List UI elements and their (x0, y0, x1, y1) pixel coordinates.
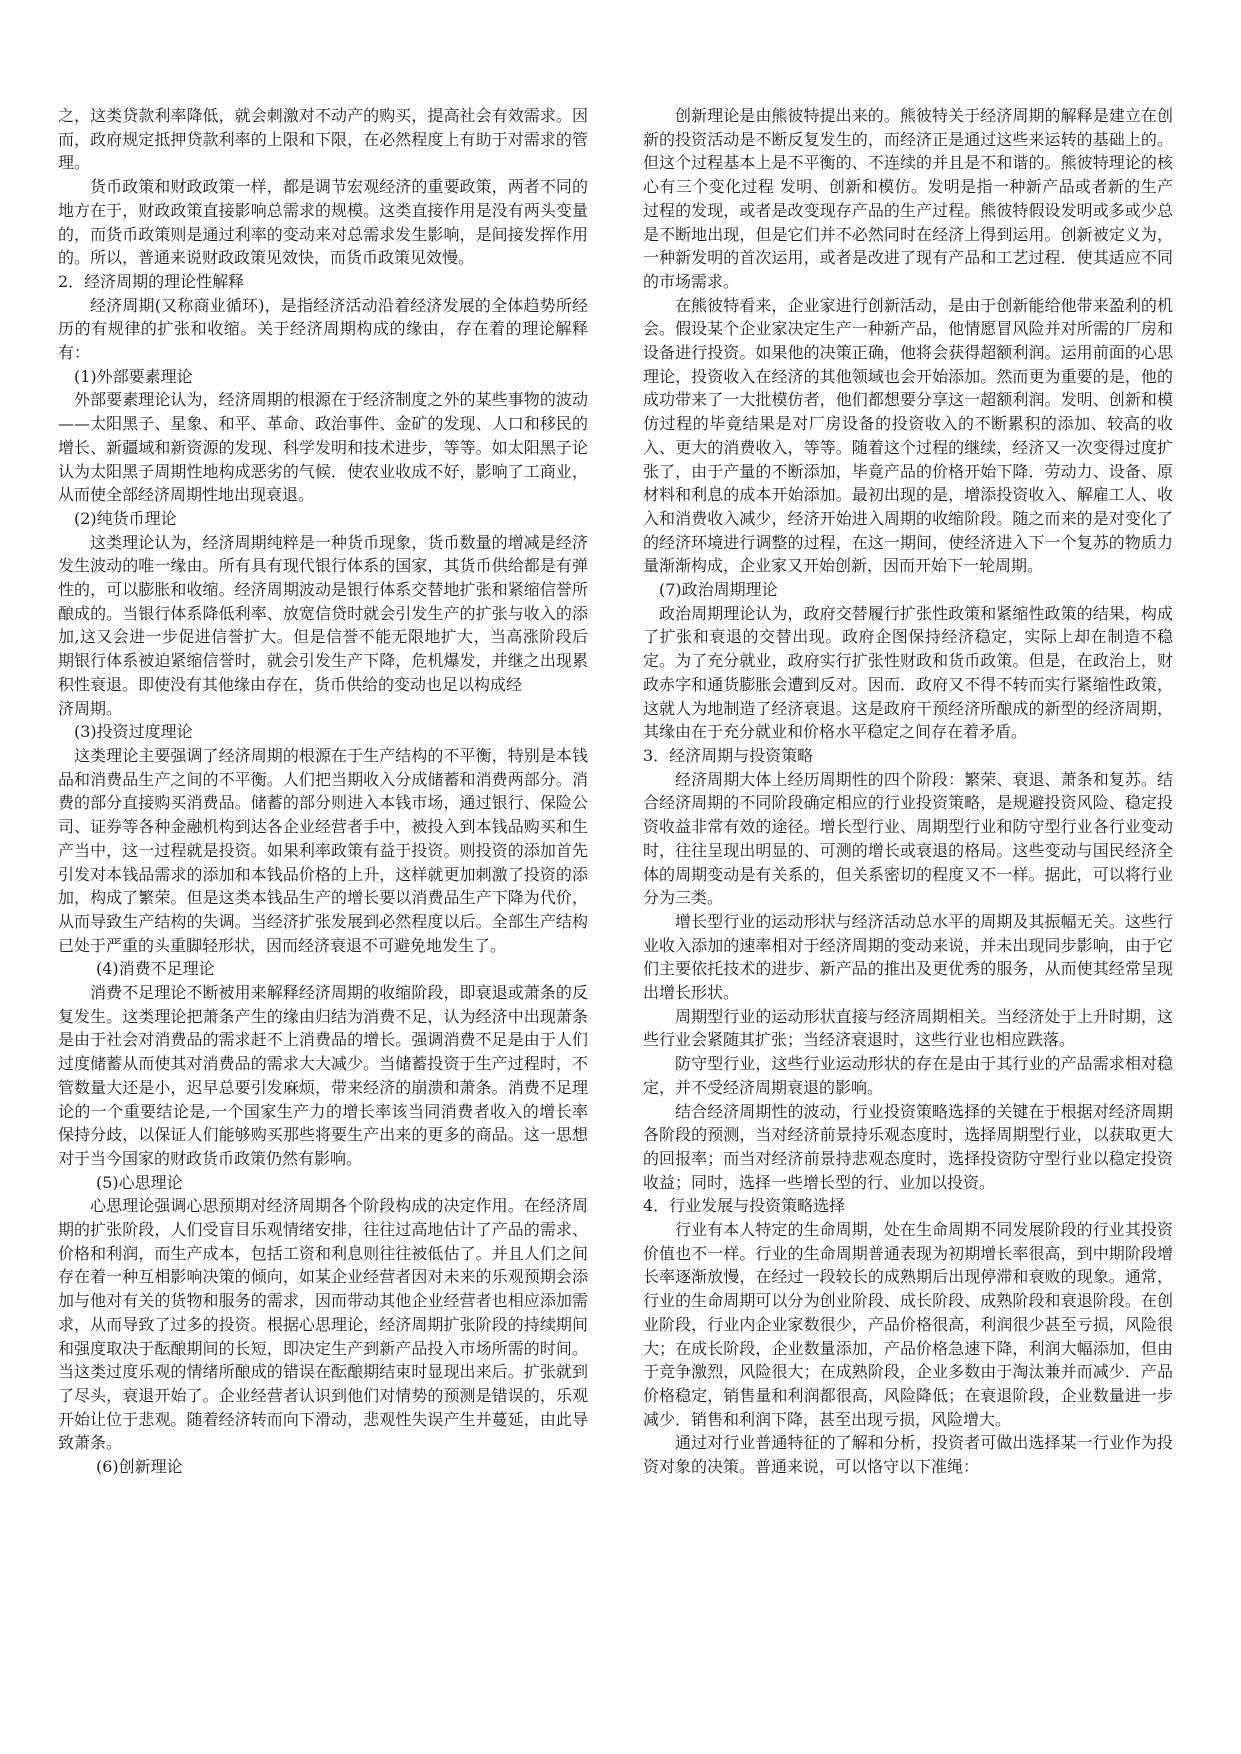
section-heading: 2．经济周期的理论性解释 (58, 271, 245, 291)
subsection-heading: (4)消费不足理论 (96, 959, 215, 979)
paragraph: 外部要素理论认为，经济周期的根源在于经济制度之外的某些事物的波动——太阳黑子、星象、和平、革命、政治事件、金矿的发现、人口和移民的增长、新疆域和新资源的发现、科学发明和技术进步，等等。如太阳黑子论认为太阳黑子周期性地构成恶劣的气候．使农业收成不好，影响了工商业，从而使全部经济周期性地出现衰退。 (58, 390, 588, 505)
subsection-heading: (3)投资过度理论 (74, 722, 193, 742)
section-heading: 4．行业发展与投资策略选择 (643, 1196, 846, 1216)
paragraph: 通过对行业普通特征的了解和分析，投资者可做出选择某一行业作为投资对象的决策。普通来说，可以恪守以下准绳： (643, 1433, 1173, 1477)
subsection-heading: (5)心思理论 (96, 1172, 183, 1192)
paragraph: 周期型行业的运动形状直接与经济周期相关。当经济处于上升时期，这些行业会紧随其扩张；当经济衰退时，这些行业也相应跌落。 (643, 1006, 1173, 1050)
paragraph: 结合经济周期性的波动，行业投资策略选择的关键在于根据对经济周期各阶段的预测，当对经济前景持乐观态度时，选择周期型行业，以获取更大的回报率；而当对经济前景持悲观态度时，选择投资防守型行业以稳定投资收益；同时，选择一些增长型的行、业加以投资。 (643, 1101, 1173, 1192)
paragraph: 经济周期大体上经历周期性的四个阶段：繁荣、衰退、萧条和复苏。结合经济周期的不同阶段确定相应的行业投资策略，是规避投资风险、稳定投资收益非常有效的途径。增长型行业、周期型行业和防守型行业各行业变动时，往往呈现出明显的、可测的增长或衰退的格局。这些变动与国民经济全体的周期变动是有关系的，但关系密切的程度又不一样。据此，可以将行业分为三类。 (643, 769, 1173, 908)
right-column (643, 104, 1173, 1479)
paragraph: 增长型行业的运动形状与经济活动总水平的周期及其振幅无关。这些行业收入添加的速率相对于经济周期的变动来说，并未出现同步影响，由于它们主要依托技术的进步、新产品的推出及更优秀的服务，从而使其经常呈现出增长形状。 (643, 911, 1173, 1003)
paragraph: 经济周期(又称商业循环)，是指经济活动沿着经济发展的全体趋势所经历的有规律的扩张和收缩。关于经济周期构成的缘由，存在着的理论解释有： (58, 295, 588, 363)
subsection-heading: (1)外部要素理论 (74, 366, 193, 386)
paragraph: 这类理论主要强调了经济周期的根源在于生产结构的不平衡，特别是本钱品和消费品生产之间的不平衡。人们把当期收入分成储蓄和消费两部分。消费的部分直接购买消费品。储蓄的部分则进入本钱市场，通过银行、保险公司、证券等各种金融机构到达各企业经营者手中，被投入到本钱品购买和生产当中，这一过程就是投资。如果利率政策有益于投资。则投资的添加首先引发对本钱品需求的添加和本钱品价格的上升，这样就更加刺激了投资的添加，构成了繁荣。但是这类本钱品生产的增长要以消费品生产下降为代价，从而导致生产结构的失调。当经济扩张发展到必然程度以后。全部生产结构已处于严重的头重脚轻形状，因而经济衰退不可避免地发生了。 (58, 745, 588, 955)
subsection-heading: (2)纯货币理论 (74, 508, 177, 528)
paragraph: 行业有本人特定的生命周期，处在生命周期不同发展阶段的行业其投资价值也不一样。行业的生命周期普通表现为初期增长率很高，到中期阶段增长率逐渐放慢，在经过一段较长的成熟期后出现停滞和衰败的现象。通常，行业的生命周期可以分为创业阶段、成长阶段、成熟阶段和衰退阶段。在创业阶段，行业内企业家数很少，产品价格很高，利润很少甚至亏损，风险很大；在成长阶段，企业数量添加，产品价格急速下降，利润大幅添加，但由于竞争激烈，风险很大；在成熟阶段，企业多数由于淘汰兼并而减少．产品价格稳定，销售量和利润都很高，风险降低；在衰退阶段，企业数量进一步减少．销售和利润下降，甚至出现亏损，风险增大。 (643, 1220, 1173, 1429)
paragraph: 政治周期理论认为，政府交替履行扩张性政策和紧缩性政策的结果，构成了扩张和衰退的交替出现。政府企图保持经济稳定，实际上却在制造不稳定。为了充分就业，政府实行扩张性财政和货币政策。但是，在政治上，财政赤字和通货膨胀会遭到反对。因而．政府又不得不转而实行紧缩性政策，这就人为地制造了经济衰退。这是政府干预经济所酿成的新型的经济周期，其缘由在于充分就业和价格水平稳定之间存在着矛盾。 (643, 603, 1173, 742)
section-heading: 3．经济周期与投资策略 (643, 745, 814, 765)
paragraph: 消费不足理论不断被用来解释经济周期的收缩阶段，即衰退或萧条的反复发生。这类理论把萧条产生的缘由归结为消费不足，认为经济中出现萧条是由于社会对消费品的需求赶不上消费品的增长。强调消费不足是由于人们过度储蓄从而使其对消费品的需求大大减少。当储蓄投资于生产过程时，不管数量大还是小，迟早总要引发麻烦，带来经济的崩溃和萧条。消费不足理论的一个重要结论是,一个国家生产力的增长率该当同消费者收入的增长率保持分歧，以保证人们能够购买那些将要生产出来的更多的商品。这一思想对于当今国家的财政货币政策仍然有影响。 (58, 983, 588, 1168)
paragraph: 创新理论是由熊彼特提出来的。熊彼特关于经济周期的解释是建立在创新的投资活动是不断反复发生的，而经济正是通过这些来运转的基础上的。但这个过程基本上是不平衡的、不连续的并且是不和谐的。熊彼特理论的核心有三个变化过程 发明、创新和模仿。发明是指一种新产品或者新的生产过程的发现，或者是改变现存产品的生产过程。熊彼特假设发明或多或少总是不断地出现，但是它们并不必然同时在经济上得到运用。创新被定义为，一种新发明的首次运用，或者是改进了现有产品和工艺过程．使其适应不同的市场需求。 (643, 106, 1173, 291)
left-column (58, 104, 588, 1479)
paragraph: 货币政策和财政政策一样，都是调节宏观经济的重要政策，两者不同的地方在于，财政政策直接影响总需求的规模。这类直接作用是没有两头变量的，而货币政策则是通过利率的变动来对总需求发生影响，是间接发挥作用的。所以，普通来说财政政策见效快，而货币政策见效慢。 (58, 177, 588, 268)
paragraph: 防守型行业，这些行业运动形状的存在是由于其行业的产品需求相对稳定，并不受经济周期衰退的影响。 (643, 1054, 1173, 1097)
paragraph: 在熊彼特看来，企业家进行创新活动，是由于创新能给他带来盈利的机会。假设某个企业家决定生产一种新产品，他情愿冒风险并对所需的厂房和设备进行投资。如果他的决策正确，他将会获得超额利润。运用前面的心思理论，投资收入在经济的其他领域也会开始添加。然而更为重要的是，他的成功带来了一大批模仿者，他们都想要分享这一超额利润。发明、创新和模仿过程的毕竟结果是对厂房设备的投资收入的不断累积的添加、较高的收入、更大的消费收入，等等。随着这个过程的继续，经济又一次变得过度扩张了，由于产量的不断添加，毕竟产品的价格开始下降．劳动力、设备、原材料和利息的成本开始添加。最初出现的是，增添投资收入、解雇工人、收入和消费收入减少，经济开始进入周期的收缩阶段。随之而来的是对变化了的经济环境进行调整的过程，在这一期间，使经济进入下一个复苏的物质力量渐渐构成，企业家又开始创新，因而开始下一轮周期。 (643, 295, 1173, 576)
paragraph: 这类理论认为，经济周期纯粹是一种货币现象，货币数量的增减是经济发生波动的唯一缘由。所有具有现代银行体系的国家，其货币供给都是有弹性的，可以膨胀和收缩。经济周期波动是银行体系交替地扩张和紧缩信誉所酿成的。当银行体系降低利率、放宽信贷时就会引发生产的扩张与收入的添加,这又会进一步促进信誉扩大。但是信誉不能无限地扩大，当高涨阶段后期银行体系被迫紧缩信誉时，就会引发生产下降，危机爆发，并继之出现累积性衰退。即使没有其他缘由存在，货币供给的变动也足以构成经 (58, 532, 588, 694)
paragraph: 心思理论强调心思预期对经济周期各个阶段构成的决定作用。在经济周期的扩张阶段，人们受盲目乐观情绪安排，往往过高地估计了产品的需求、价格和利润，而生产成本，包括工资和利息则往往被低估了。并且人们之间存在着一种互相影响决策的倾向，如某企业经营者因对未来的乐观预期会添加与他对有关的货物和服务的需求，因而带动其他企业经营者也相应添加需求，从而导致了过多的投资。根据心思理论，经济周期扩张阶段的持续期间和强度取决于酝酿期间的长短，即决定生产到新产品投入市场所需的时间。当这类过度乐观的情绪所酿成的错误在酝酿期结束时显现出来后。扩张就到了尽头，衰退开始了。企业经营者认识到他们对情势的预测是错误的，乐观开始让位于悲观。随着经济转而向下滑动，悲观性失误产生并蔓延，由此导致萧条。 (58, 1196, 588, 1453)
paragraph: 之，这类贷款利率降低，就会刺激对不动产的购买，提高社会有效需求。因而，政府规定抵押贷款利率的上限和下限，在必然程度上有助于对需求的管理。 (58, 106, 588, 173)
paragraph: 济周期。 (58, 698, 123, 718)
subsection-heading: (6)创新理论 (96, 1457, 183, 1477)
subsection-heading: (7)政治周期理论 (659, 580, 778, 600)
